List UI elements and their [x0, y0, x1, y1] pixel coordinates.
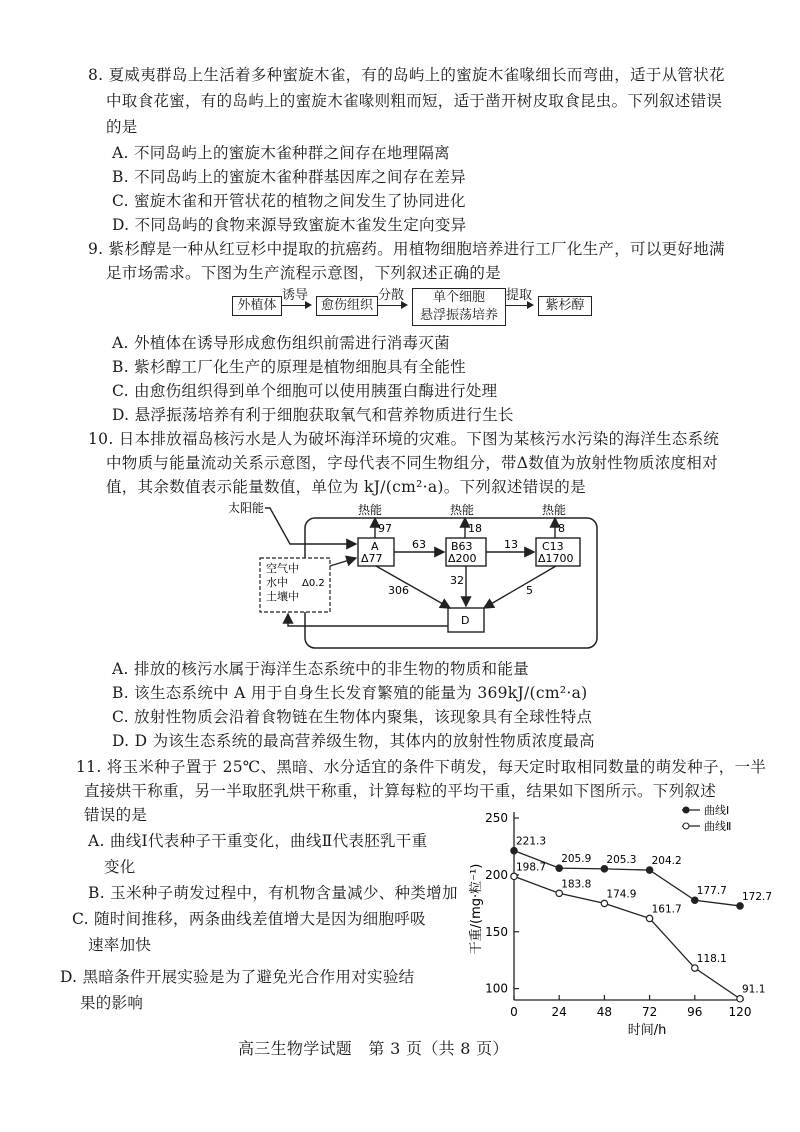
q10-stem-line1: 10. 日本排放福岛核污水是人为破坏海洋环境的灾难。下图为某核污水污染的海洋生态系统: [88, 430, 720, 448]
series-2-point: [692, 965, 698, 971]
node-d-label: D: [461, 614, 470, 627]
node-c-delta: Δ1700: [538, 552, 574, 565]
q8-stem-line2: 中取食花蜜，有的岛屿上的蜜旋木雀喙则粗而短，适于凿开树皮取食昆虫。下列叙述错误: [106, 92, 723, 110]
series-1-point: [601, 866, 607, 872]
chart-series: [511, 836, 772, 1002]
series-2-point: [556, 890, 562, 896]
page-footer: 高三生物学试题 第 3 页（共 8 页）: [238, 1039, 509, 1058]
q9-flow-diagram: [230, 288, 600, 328]
q11-stem-line2: 直接烘干称重，另一半取胚乳烘干称重，计算每粒的平均干重，结果如下图所示。下列叙述: [84, 782, 717, 800]
q10-option-d: D. D 为该生态系统的最高营养级生物，其体内的放射性物质浓度最高: [112, 732, 595, 750]
q9-option-b: B. 紫杉醇工厂化生产的原理是植物细胞具有全能性: [112, 358, 466, 376]
y-axis-title: 干重/(mg·粒⁻¹): [469, 863, 484, 955]
series-1-point: [692, 897, 698, 903]
series-1-data-label: 205.9: [561, 853, 592, 866]
q10-option-b: B. 该生态系统中 A 用于自身生长发育繁殖的能量为 369kJ/(cm²·a): [112, 684, 588, 702]
q8-option-a: A. 不同岛屿上的蜜旋木雀种群之间存在地理隔离: [112, 144, 450, 162]
series-1-point: [737, 903, 743, 909]
series-1-data-label: 205.3: [606, 853, 637, 866]
q8-stem-line1: 8. 夏威夷群岛上生活着多种蜜旋木雀，有的岛屿上的蜜旋木雀喙细长而弯曲，适于从管状花: [88, 66, 725, 84]
series-2-point: [511, 873, 517, 879]
heat-label-b: 热能: [450, 503, 475, 517]
chart-legend: [682, 803, 731, 833]
node-b-delta: Δ200: [448, 552, 477, 565]
series-2-data-label: 174.9: [606, 888, 637, 901]
node-c-label: C13: [542, 540, 564, 553]
node-a-delta: Δ77: [361, 552, 383, 565]
y-tick-label: 200: [485, 867, 508, 882]
legend-label-2: 曲线Ⅱ: [704, 820, 732, 833]
q10-option-a: A. 排放的核污水属于海洋生态系统中的非生物的物质和能量: [112, 660, 529, 678]
value-97: 97: [378, 522, 392, 535]
series-1-data-label: 204.2: [651, 855, 682, 868]
q10-stem-line2: 中物质与能量流动关系示意图，字母代表不同生物组分，带Δ数值为放射性物质浓度相对: [106, 454, 718, 472]
series-1-point: [646, 867, 652, 873]
series-2-data-label: 91.1: [742, 983, 766, 996]
series-2-data-label: 161.7: [651, 903, 682, 916]
y-tick-label: 250: [485, 811, 508, 825]
series-2-data-label: 198.7: [516, 861, 547, 874]
env-air: 空气中: [266, 562, 299, 575]
flow-box-explant: 外植体: [232, 296, 282, 316]
value-13: 13: [504, 538, 518, 551]
series-1-point: [556, 865, 562, 871]
sun-label: 太阳能: [228, 501, 265, 515]
q11-option-a-line1: A. 曲线Ⅰ代表种子干重变化，曲线Ⅱ代表胚乳干重: [88, 832, 428, 850]
series-1-data-label: 177.7: [696, 885, 727, 898]
x-tick-label: 24: [551, 1005, 567, 1019]
q8-option-b: B. 不同岛屿上的蜜旋木雀种群基因库之间存在差异: [112, 168, 466, 186]
q9-stem-line2: 足市场需求。下图为生产流程示意图，下列叙述正确的是: [106, 264, 502, 282]
x-tick-label: 72: [641, 1005, 658, 1019]
env-delta: Δ0.2: [302, 578, 325, 589]
flow-box-suspension-line2: 悬浮振荡培养: [419, 308, 498, 323]
value-5: 5: [526, 584, 533, 597]
flow-arrow-1: [282, 305, 310, 306]
legend-label-1: 曲线Ⅰ: [704, 804, 730, 817]
q11-dry-weight-chart: [460, 800, 773, 1040]
x-tick-label: 0: [510, 1005, 518, 1019]
q8-option-c: C. 蜜旋木雀和开管状花的植物之间发生了协同进化: [112, 192, 466, 210]
series-2-data-label: 183.8: [561, 878, 592, 891]
flow-label-disperse: 分散: [378, 288, 405, 303]
value-18: 18: [468, 522, 482, 535]
sun-arrow: [265, 508, 356, 544]
q9-option-a: A. 外植体在诱导形成愈伤组织前需进行消毒灭菌: [112, 334, 450, 352]
flow-box-suspension: [412, 288, 506, 326]
value-63: 63: [412, 538, 426, 551]
x-tick-label: 96: [687, 1005, 703, 1019]
series-1-point: [511, 847, 517, 853]
q11-option-a-line2: 变化: [104, 858, 136, 876]
x-axis-title: 时间/h: [627, 1023, 667, 1038]
flow-label-extract: 提取: [506, 288, 533, 303]
q8-stem-line3: 的是: [106, 118, 138, 136]
q9-option-c: C. 由愈伤组织得到单个细胞可以使用胰蛋白酶进行处理: [112, 382, 498, 400]
q11-option-c-line2: 速率加快: [88, 936, 152, 954]
flow-box-callus: 愈伤组织: [316, 296, 378, 316]
series-1-data-label: 172.7: [742, 890, 773, 903]
flow-arrow-3: [506, 305, 532, 306]
series-1-data-label: 221.3: [516, 835, 547, 848]
flow-label-induce: 诱导: [282, 288, 309, 303]
q10-ecosystem-diagram: [210, 496, 610, 656]
value-306: 306: [388, 584, 409, 597]
series-2-data-label: 118.1: [696, 953, 727, 966]
x-tick-label: 120: [728, 1005, 752, 1019]
q11-option-c-line1: C. 随时间推移，两条曲线差值增大是因为细胞呼吸: [72, 910, 426, 928]
node-a-label: A: [371, 540, 379, 553]
q9-stem-line1: 9. 紫杉醇是一种从红豆杉中提取的抗癌药。用植物细胞培养进行工厂化生产，可以更好地满: [88, 240, 725, 258]
q11-option-b: B. 玉米种子萌发过程中，有机物含量减少、种类增加: [88, 884, 458, 902]
flow-box-suspension-line1: 单个细胞: [432, 290, 485, 305]
heat-label-a: 热能: [358, 503, 383, 517]
series-2-point: [601, 900, 607, 906]
value-32: 32: [450, 574, 464, 587]
flow-box-taxol: 紫杉醇: [538, 296, 592, 316]
q9-option-d: D. 悬浮振荡培养有利于细胞获取氧气和营养物质进行生长: [112, 406, 514, 424]
node-b-label: B63: [451, 540, 473, 553]
env-soil: 土壤中: [266, 590, 299, 603]
y-tick-label: 100: [485, 981, 508, 996]
y-tick-label: 150: [485, 924, 508, 939]
series-2-point: [737, 996, 743, 1002]
q10-stem-line3: 值，其余数值表示能量数值，单位为 kJ/(cm²·a)。下列叙述错误的是: [106, 478, 586, 496]
flow-arrow-2: [378, 305, 406, 306]
q11-stem-line3: 错误的是: [84, 806, 148, 824]
chart-axes: [468, 811, 751, 1038]
series-2-point: [646, 915, 652, 921]
heat-label-c: 热能: [542, 503, 567, 517]
q11-stem-line1: 11. 将玉米种子置于 25℃、黑暗、水分适宜的条件下萌发，每天定时取相同数量的萌发种子，一半: [76, 758, 767, 776]
x-tick-label: 48: [596, 1005, 613, 1019]
q11-option-d-line2: 果的影响: [80, 994, 144, 1012]
q8-option-d: D. 不同岛屿的食物来源导致蜜旋木雀发生定向变异: [112, 216, 467, 234]
q11-option-d-line1: D. 黑暗条件开展实验是为了避免光合作用对实验结: [60, 968, 415, 986]
value-8: 8: [558, 522, 565, 535]
env-water: 水中: [266, 576, 288, 589]
q10-option-c: C. 放射性物质会沿着食物链在生物体内聚集，该现象具有全球性特点: [112, 708, 593, 726]
legend-marker-2: [683, 823, 689, 829]
legend-marker-1: [683, 807, 689, 813]
